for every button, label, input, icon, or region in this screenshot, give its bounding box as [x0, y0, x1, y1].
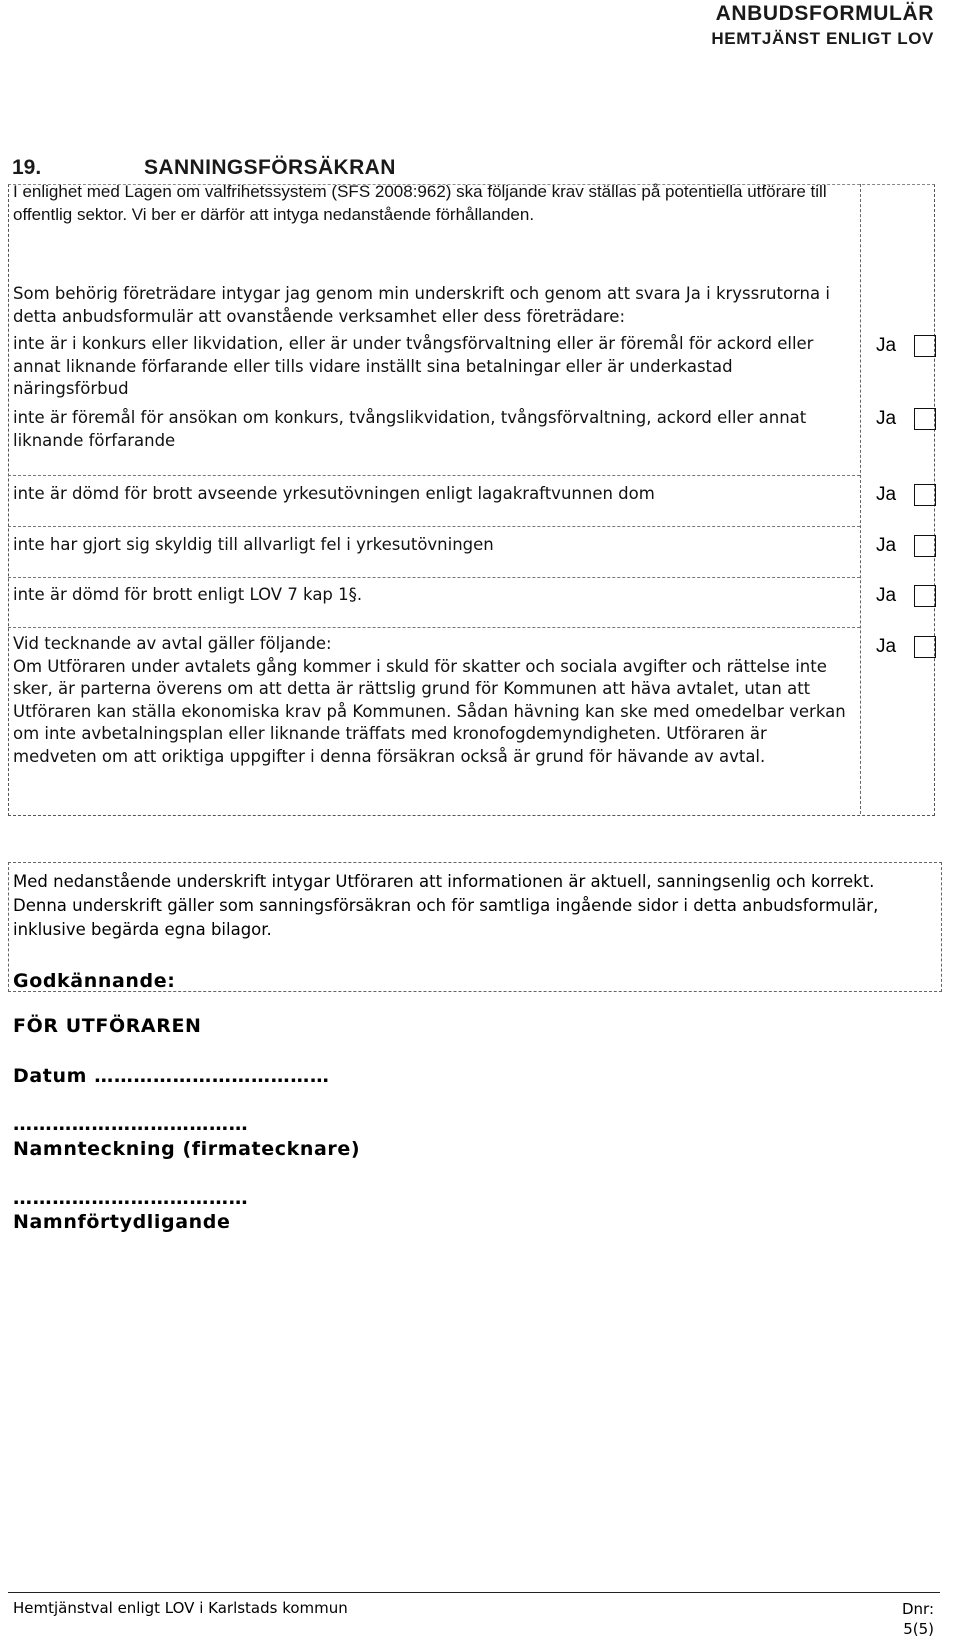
section-number: 19. [12, 156, 42, 179]
answer-column-divider [860, 184, 861, 814]
answer-bankruptcy-application[interactable] [876, 408, 936, 430]
date-field[interactable]: Datum ……………………………… [13, 1065, 330, 1087]
answer-label: Ja [876, 408, 897, 429]
signature-heading: FÖR UTFÖRAREN [13, 1015, 202, 1037]
checkbox[interactable] [914, 636, 936, 658]
row-divider [8, 577, 860, 578]
checkbox[interactable] [914, 335, 936, 357]
approval-label: Godkännande: [13, 970, 176, 992]
answer-misconduct[interactable] [876, 535, 936, 557]
document-title: ANBUDSFORMULÄR [715, 2, 934, 25]
answer-label: Ja [876, 335, 897, 356]
checkbox[interactable] [914, 535, 936, 557]
row-divider [8, 526, 860, 527]
answer-convicted[interactable] [876, 484, 936, 506]
footer-page-info [902, 1599, 934, 1639]
item-text-contract-terms: Vid tecknande av avtal gäller följande: Om Utföraren under avtalets gång kommer i skuld för skatter och sociala avgifter och rättelse inte sker, är parterna överens om att detta är rättslig grund för Kommunen att häva avtalet, utan att Utföraren kan ställa ekonomiska krav på Kommunen. Sådan hävning kan ske med omedelbar verkan om inte avbetalningsplan eller liknande träffats med kronofogdemyndigheten. Utföraren är medveten om att oriktiga uppgifter i denna försäkran också är grund för hävande av avtal. [13, 634, 846, 766]
signature-label: Namnteckning (firmatecknare) [13, 1138, 361, 1160]
checkbox[interactable] [914, 585, 936, 607]
section-title: SANNINGSFÖRSÄKRAN [144, 156, 396, 179]
signature-line[interactable]: ……………………………… [13, 1113, 249, 1135]
statement-text: Som behörig företrädare intygar jag genom min underskrift och genom att svara Ja i kryssrutorna i detta anbudsformulär att ovanstående verksamhet eller dess företrädare: [13, 284, 830, 326]
item-text-bankruptcy: inte är i konkurs eller likvidation, eller är under tvångsförvaltning eller är föremål för ackord eller annat liknande förfarande eller tills vidare inställt sina betalningar eller är underkastad näringsförbud [13, 334, 814, 398]
footer-dnr: Dnr: [901, 1600, 934, 1618]
item-text-convicted: inte är dömd för brott avseende yrkesutövningen enligt lagakraftvunnen dom [13, 484, 655, 503]
answer-label: Ja [876, 636, 897, 657]
answer-lov-crime[interactable] [876, 585, 936, 607]
item-text-lov-crime: inte är dömd för brott enligt LOV 7 kap 1§. [13, 585, 363, 604]
document-header [711, 0, 934, 50]
answer-label: Ja [876, 585, 897, 606]
answer-label: Ja [876, 484, 897, 505]
checkbox[interactable] [914, 484, 936, 506]
row-divider [8, 475, 860, 476]
section-heading [12, 156, 396, 180]
name-clarification-line[interactable]: ……………………………… [13, 1187, 249, 1209]
answer-bankruptcy[interactable] [876, 335, 936, 357]
footer-divider [8, 1592, 940, 1593]
answer-contract-terms[interactable] [876, 636, 936, 658]
item-text-misconduct: inte har gjort sig skyldig till allvarligt fel i yrkesutövningen [13, 535, 494, 554]
name-clarification-label: Namnförtydligande [13, 1211, 231, 1233]
page-number: 5(5) [903, 1620, 934, 1638]
answer-label: Ja [876, 535, 897, 556]
intro-text: I enlighet med Lagen om valfrihetssystem (SFS 2008:962) ska följande krav ställas på potentiella utförare till offentlig sektor. Vi ber er därför att intyga nedanstående förhållanden. [13, 182, 827, 224]
document-subtitle: HEMTJÄNST ENLIGT LOV [711, 29, 934, 48]
row-divider [8, 627, 860, 628]
certification-text: Med nedanstående underskrift intygar Utföraren att informationen är aktuell, sanningsenlig och korrekt. Denna underskrift gäller som sanningsförsäkran och för samtliga ingående sidor i detta anbudsformulär, inklusive begärda egna bilagor. [13, 872, 879, 939]
checkbox[interactable] [914, 408, 936, 430]
item-text-bankruptcy-application: inte är föremål för ansökan om konkurs, tvångslikvidation, tvångsförvaltning, ackord eller annat liknande förfarande [13, 408, 807, 450]
footer-text: Hemtjänstval enligt LOV i Karlstads kommun [13, 1599, 348, 1617]
